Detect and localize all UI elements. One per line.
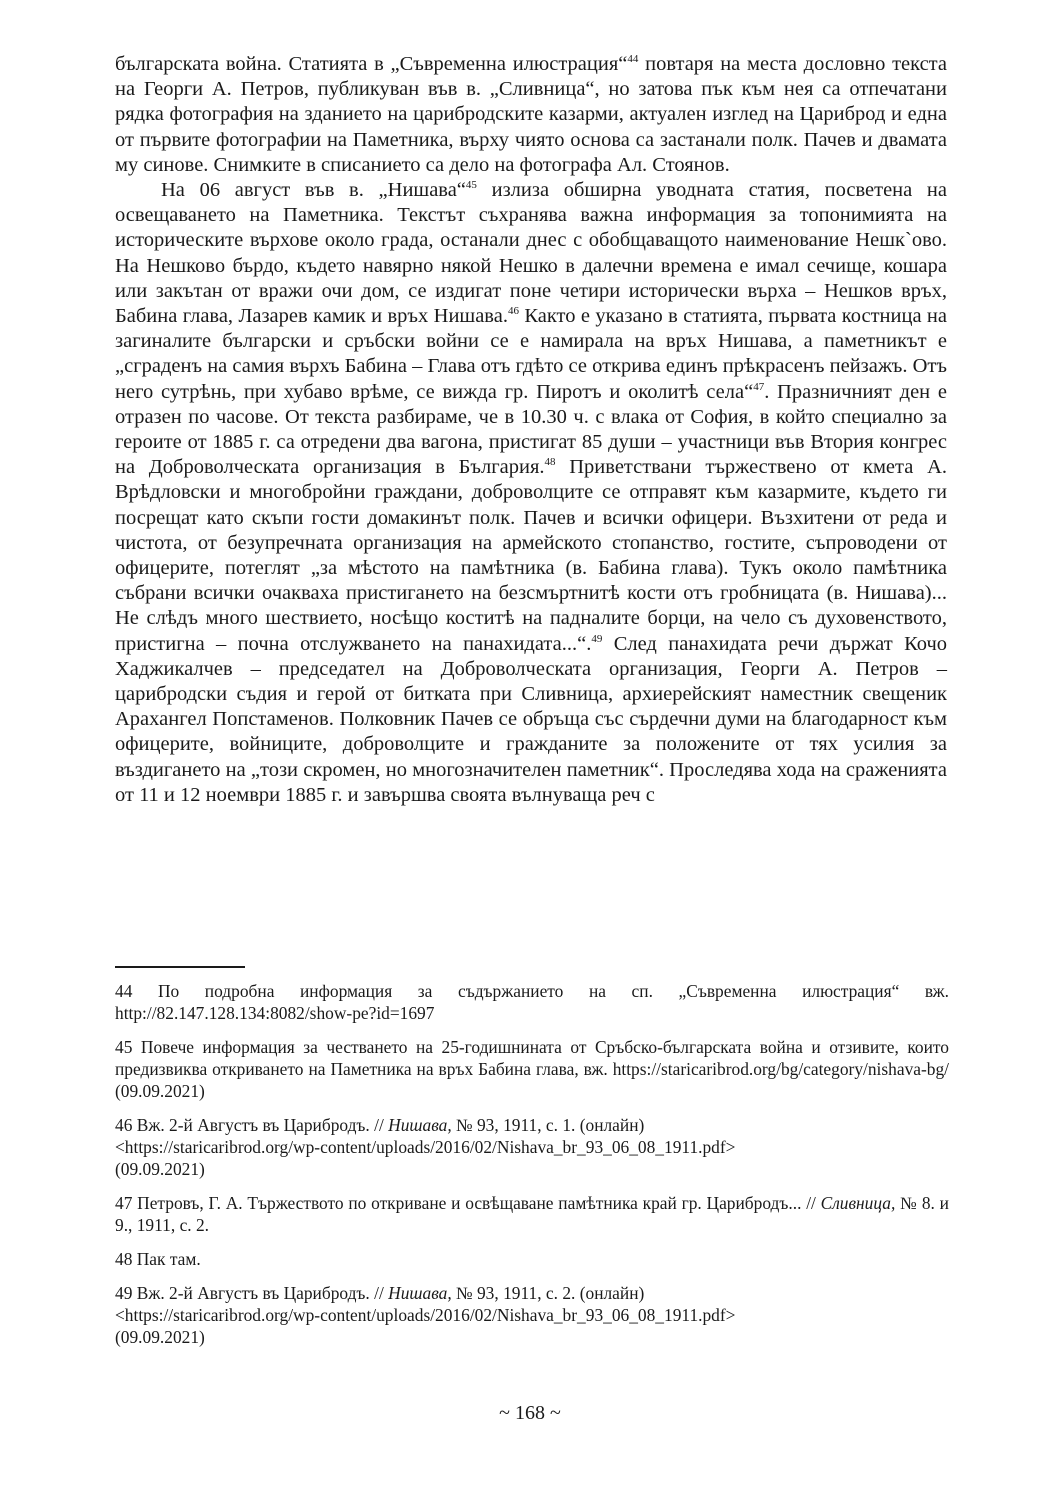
footnote-text: № 93, 1911, с. 1. (онлайн) (451, 1115, 645, 1135)
text-run: Както е указано в статията, първата костница на загиналите български и сръбски войни се е намирала на връх Нишава, а паметникът е „сграденъ на самия върхъ Бабина – Глава отъ гдѣто се открива единъ прѣкрасенъ пейзажъ. Отъ него сутрѣнь, при хубаво врѣме, се вижда гр. Пиротъ и околитѣ села“ (115, 305, 948, 403)
footnote-ref-46[interactable]: 46 (507, 305, 519, 318)
footnote-45: 45 Повече информация за честването на 25-годишнината от Сръбско-българската война и отзивите, които предизвиква откриването на Паметника на връх Бабина глава, вж. https://staricaribrod.org/bg/category/nishava-bg/ (09.09.2021) (115, 1037, 949, 1101)
footnote-48: 48 Пак там. (115, 1249, 201, 1269)
text-run: повтаря на места дословно текста на Георги А. Петров, публикуван във в. „Сливница“, но затова пък към нея са отпечатани рядка фотография на зданието на царибродските казарми, актуален изглед на Цариброд и една от първите фотографии на Паметника, върху чиято основа са застанали полк. Пачев и двамата му синове. Снимките в списанието са дело на фотографа Ал. Стоянов. (115, 53, 947, 176)
page-number: ~ 168 ~ (499, 1402, 561, 1424)
footnote-49 (115, 1282, 949, 1348)
footnote-text: 46 Вж. 2-й Августъ въ Царибродъ. // (115, 1115, 389, 1135)
text-run: българската война. Статията в „Съвременна илюстрация“ (115, 53, 628, 75)
main-text (115, 52, 947, 808)
footnote-ref-47[interactable]: 47 (753, 380, 765, 393)
footnote-text: № 8. и 9., 1911, с. 2. (115, 1193, 949, 1235)
footnote-46 (115, 1114, 949, 1180)
footnote-ref-45[interactable]: 45 (465, 179, 477, 192)
footnote-text: № 93, 1911, с. 2. (онлайн) (451, 1283, 645, 1303)
footnote-text: 49 Вж. 2-й Августъ въ Царибродъ. // (115, 1283, 389, 1303)
footnote-link[interactable]: <https://staricaribrod.org/wp-content/uploads/2016/02/Nishava_br_93_06_08_1911.pdf> (115, 1305, 736, 1325)
source-title: Сливница, (820, 1193, 896, 1213)
footnotes (115, 980, 949, 1360)
footnote-ref-49[interactable]: 49 (591, 632, 603, 645)
paragraph-2 (115, 178, 947, 808)
source-title: Нишава, (388, 1283, 452, 1303)
footnote-ref-44[interactable]: 44 (627, 53, 639, 66)
paragraph-1 (115, 52, 947, 178)
text-run: излиза обширна уводната статия, посветена на освещаването на Паметника. Текстът съхранява важна информация за топонимията на историческите върхове около града, останали днес с обобщаващото наименование Нешк`ово. На Нешково бърдо, където навярно някой Нешко в далечни времена е имал сечище, кошара или закътан от вражи очи дом, се издигат поне четири исторически върха – Нешков връх, Бабина глава, Лазарев камик и връх Нишава. (115, 179, 947, 328)
footnote-ref-48[interactable]: 48 (544, 456, 556, 469)
text-run: Приветствани тържествено от кмета А. Врѣдловски и многобройни граждани, доброволците се отправят към казармите, където ги посрещат като скъпи гости домакинът полк. Пачев и всички офицери. Възхитени от реда и чистота, от безупречната организация на армейското стопанство, гостите, съпроводени от офицерите, потеглят „за мѣстото на памѣтника (в. Бабина глава). Тукъ около памѣтника събрани всички очакваха пристигането на безсмъртнитѣ кости отъ гробницата (в. Нишава)... Не слѣдъ много шествието, носѣщо коститѣ на падналите борци, на чело съ духовенството, пристигна – почна отслужването на панахидата...“. (115, 456, 947, 655)
footnote-44: 44 По подробна информация за съдържанието на сп. „Съвременна илюстрация“ вж. http://82.147.128.134:8082/show-pe?id=1697 (115, 981, 949, 1023)
access-date: (09.09.2021) (115, 1159, 205, 1179)
footnote-47 (115, 1192, 949, 1236)
footnote-text: 47 Петровъ, Г. А. Тържеството по откриване и освѣщаване памѣтника край гр. Царибродъ... // (115, 1193, 821, 1213)
text-run: . Празничният ден е отразен по часове. От текста разбираме, че в 10.30 ч. с влака от София, в който специално за героите от 1885 г. са отредени два вагона, пристигат 85 души – участници във Втория конгрес на Доброволческата организация в България. (115, 380, 947, 479)
text-run: След панахидата речи държат Кочо Хаджикалчев – председател на Доброволческата организация, Георги А. Петров – царибродски съдия и герой от битката при Сливница, архиерейският наместник свещеник Арахангел Попстаменов. Полковник Пачев се обръща със сърдечни думи на благодарност към офицерите, войниците, доброволците и гражданите за положените от тях усилия за въздигането на „този скромен, но многозначителен паметник“. Проследява хода на сраженията от 11 и 12 ноември 1885 г. и завършва своята вълнуваща реч с (115, 632, 947, 806)
access-date: (09.09.2021) (115, 1327, 205, 1347)
footnote-link[interactable]: <https://staricaribrod.org/wp-content/uploads/2016/02/Nishava_br_93_06_08_1911.pdf> (115, 1137, 736, 1157)
source-title: Нишава, (388, 1115, 452, 1135)
footnote-separator (115, 966, 245, 968)
text-run: На 06 август във в. „Нишава“ (161, 179, 466, 202)
